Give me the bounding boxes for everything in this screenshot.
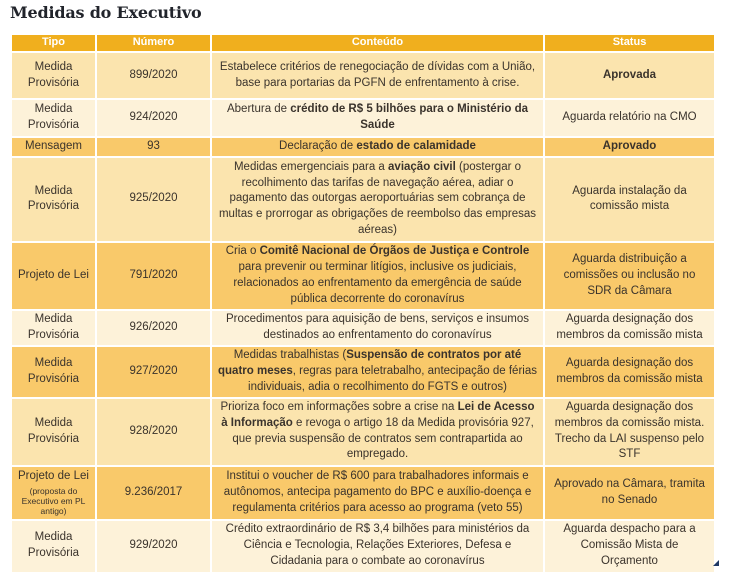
- table-header: [11, 34, 715, 52]
- header-row: [11, 34, 715, 52]
- cell-status: Aguarda instalação da comissão mista: [544, 157, 715, 242]
- cell-tipo: [11, 466, 96, 520]
- conteudo-text: Prioriza foco em informações sobre a crise na: [220, 400, 458, 413]
- cell-tipo: Medida Provisória: [11, 520, 96, 573]
- conteudo-text: para prevenir ou terminar litígios, inclusive os judiciais, relacionados ao enfrentamento da emergência de saúde pública decorrente do coronavírus: [233, 261, 522, 305]
- tipo-text: Projeto de Lei: [18, 469, 89, 482]
- cell-tipo: Medida Provisória: [11, 157, 96, 242]
- cell-conteudo: [211, 52, 544, 99]
- page-corner-mark: [713, 560, 719, 566]
- cell-tipo: Medida Provisória: [11, 310, 96, 346]
- cell-numero: 926/2020: [96, 310, 211, 346]
- cell-conteudo: [211, 520, 544, 573]
- conteudo-text: , regras para teletrabalho, antecipação de férias individuais, adia o recolhimento do FGTS e outros): [248, 364, 537, 393]
- table-row: [11, 346, 715, 398]
- executive-measures-table: [10, 33, 716, 574]
- table-row: [11, 310, 715, 346]
- conteudo-text: Institui o voucher de R$ 600 para trabalhadores informais e autônomos, antecipa pagamento do BPC e auxílio-doença e regulamenta critérios para acesso ao programa (veto 55): [223, 469, 532, 514]
- cell-numero: 925/2020: [96, 157, 211, 242]
- table-row: [11, 157, 715, 242]
- conteudo-text: Crédito extraordinário de R$ 3,4 bilhões para ministérios da Ciência e Tecnologia, Relações Exteriores, Defesa e Cidadania para o combate ao coronavírus: [225, 523, 530, 567]
- table-row: [11, 398, 715, 466]
- cell-numero: 899/2020: [96, 52, 211, 99]
- conteudo-text: Medidas emergenciais para a: [233, 160, 389, 173]
- cell-conteudo: [211, 99, 544, 137]
- cell-numero: 924/2020: [96, 99, 211, 137]
- cell-status: Aguarda relatório na CMO: [544, 99, 715, 137]
- conteudo-text: Estabelece critérios de renegociação de dívidas com a União, base para portarias da PGFN de enfrentamento à crise.: [219, 60, 536, 89]
- cell-status: Aprovada: [544, 52, 715, 99]
- tipo-note: (proposta do Executivo em PL antigo): [21, 485, 86, 517]
- cell-status: Aguarda despacho para a Comissão Mista de Orçamento: [544, 520, 715, 573]
- cell-numero: 929/2020: [96, 520, 211, 573]
- cell-tipo: Medida Provisória: [11, 99, 96, 137]
- table-row: [11, 52, 715, 99]
- conteudo-bold-text: aviação civil: [388, 160, 456, 173]
- table-row: [11, 520, 715, 573]
- col-header-status: Status: [544, 34, 715, 52]
- cell-numero: 791/2020: [96, 242, 211, 310]
- table-row: [11, 466, 715, 520]
- cell-conteudo: [211, 466, 544, 520]
- conteudo-bold-text: Suspensão de contratos por até quatro meses: [218, 348, 522, 377]
- cell-tipo: Mensagem: [11, 137, 96, 157]
- cell-status: Aprovado: [544, 137, 715, 157]
- conteudo-text: Declaração de: [279, 140, 357, 152]
- cell-conteudo: [211, 242, 544, 310]
- cell-tipo: Medida Provisória: [11, 398, 96, 466]
- conteudo-text: Procedimentos para aquisição de bens, serviços e insumos destinados ao enfrentamento do coronavírus: [226, 312, 529, 341]
- cell-numero: 9.236/2017: [96, 466, 211, 520]
- col-header-conteudo: Conteúdo: [211, 34, 544, 52]
- page-title: Medidas do Executivo: [10, 3, 202, 22]
- col-header-numero: Número: [96, 34, 211, 52]
- cell-conteudo: [211, 157, 544, 242]
- table-row: [11, 137, 715, 157]
- conteudo-text: Medidas trabalhistas (: [233, 348, 347, 361]
- cell-conteudo: [211, 346, 544, 398]
- cell-status: Aguarda designação dos membros da comissão mista: [544, 310, 715, 346]
- table-row: [11, 242, 715, 310]
- conteudo-bold-text: estado de calamidade: [356, 140, 476, 152]
- cell-numero: 93: [96, 137, 211, 157]
- conteudo-bold-text: Comitê Nacional de Órgãos de Justiça e Controle: [259, 245, 530, 258]
- cell-conteudo: [211, 310, 544, 346]
- cell-numero: 927/2020: [96, 346, 211, 398]
- cell-tipo: Projeto de Lei: [11, 242, 96, 310]
- conteudo-text: e revoga o artigo 18 da Medida provisória 927, que previa suspensão de contratos sem contrapartida ao empregado.: [232, 416, 534, 461]
- conteudo-text: Cria o: [225, 245, 260, 258]
- col-header-tipo: Tipo: [11, 34, 96, 52]
- conteudo-bold-text: Lei de Acesso à Informação: [221, 400, 535, 429]
- cell-tipo: Medida Provisória: [11, 346, 96, 398]
- cell-status: Aprovado na Câmara, tramita no Senado: [544, 466, 715, 520]
- cell-conteudo: [211, 398, 544, 466]
- conteudo-bold-text: crédito de R$ 5 bilhões para o Ministério da Saúde: [290, 103, 529, 131]
- cell-conteudo: [211, 137, 544, 157]
- cell-status: Aguarda designação dos membros da comissão mista. Trecho da LAI suspenso pelo STF: [544, 398, 715, 466]
- conteudo-text: (postergar o recolhimento das tarifas de navegação aérea, adiar o pagamento das outorgas aeroportuárias sem cobrança de multas e prorrogar as obrigações de reembolso das empresas aéreas): [218, 160, 537, 237]
- cell-tipo: Medida Provisória: [11, 52, 96, 99]
- cell-status: Aguarda designação dos membros da comissão mista: [544, 346, 715, 398]
- cell-numero: 928/2020: [96, 398, 211, 466]
- cell-status: Aguarda distribuição a comissões ou inclusão no SDR da Câmara: [544, 242, 715, 310]
- table-row: [11, 99, 715, 137]
- conteudo-text: Abertura de: [226, 103, 291, 116]
